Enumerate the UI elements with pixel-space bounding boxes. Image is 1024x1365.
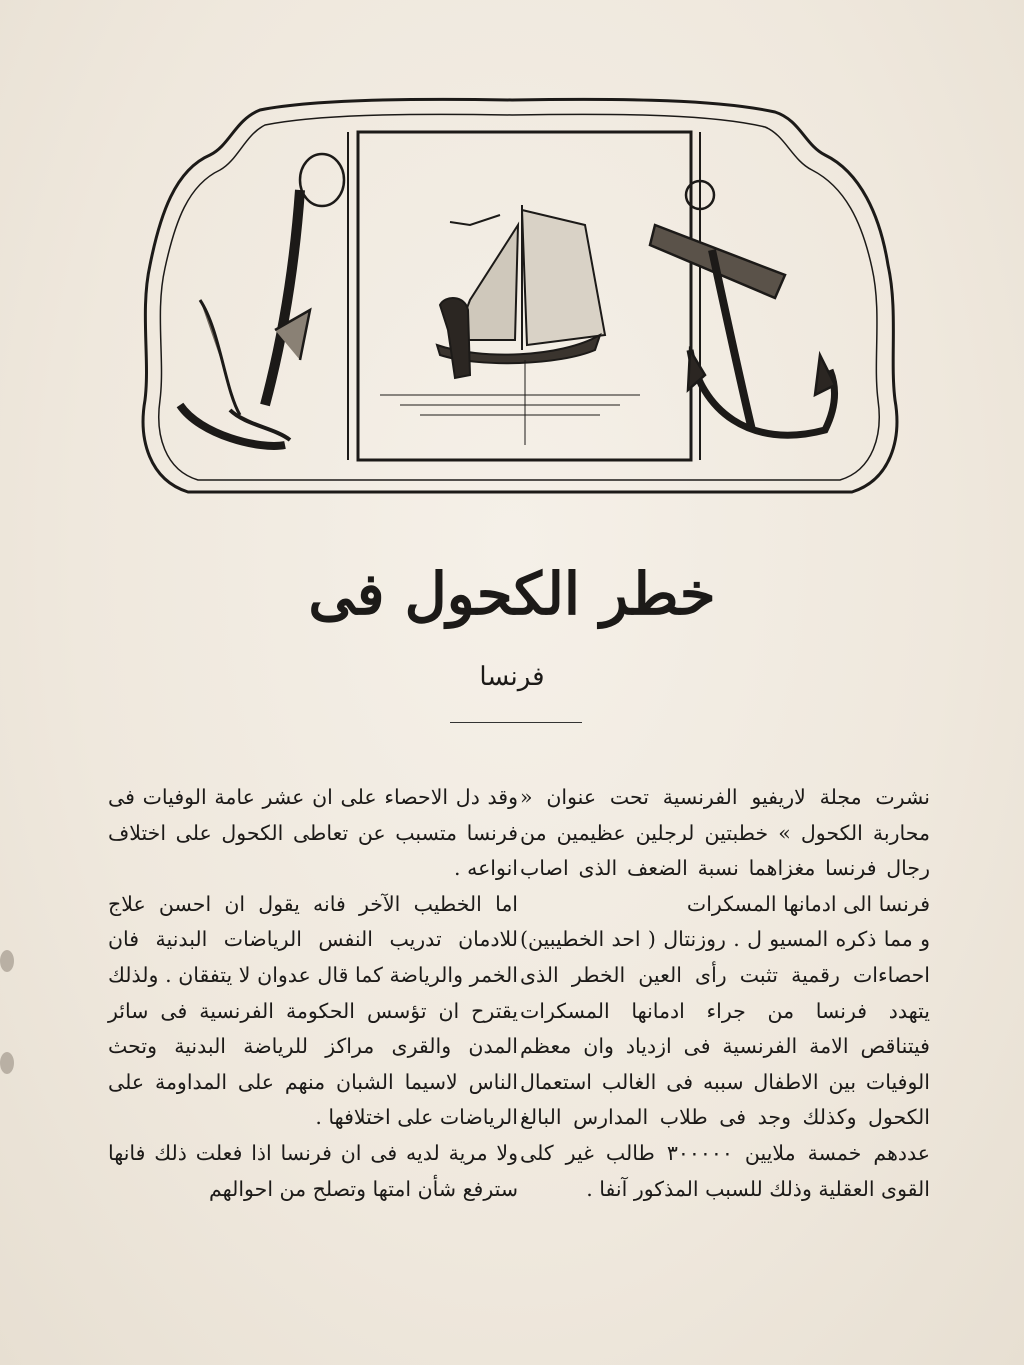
left-anchor-icon: [180, 154, 344, 446]
article-column-left: [108, 780, 518, 1207]
sailboat-illustration: [380, 205, 640, 445]
paragraph: و مما ذكره المسيو ل . روزنتال ( احد الخطيبين) احصاءات رقمية تثبت رأى العين الخطر الذى يتهدد فرنسا من جراء ادمانها المسكرات فيتناقص الامة الفرنسية فى ازدياد وان معظم الوفيات بين الاطفال سببه فى الغالب استعمال الكحول وكذلك وجد فى طلاب المدارس البالغ عددهم خمسة ملايين ٣٠٠٠٠٠ طالب غير كلى القوى العقلية وذلك للسبب المذكور آنفا .: [520, 927, 930, 1201]
article-title: خطر الكحول فى: [308, 560, 716, 628]
paragraph: نشرت مجلة لاريفيو الفرنسية تحت عنوان « محاربة الكحول » خطبتين لرجلين عظيمين من رجال فرنسا مغزاهما نسبة الضعف الذى اصاب فرنسا الى ادمانها المسكرات: [520, 785, 930, 916]
paragraph: اما الخطيب الآخر فانه يقول ان احسن علاج للادمان تدريب النفس الرياضات البدنية فان الخمر والرياضة كما قال عدوان لا يتفقان . ولذلك يقترح ان تؤسس الحكومة الفرنسية فى سائر المدن والقرى مراكز للرياضة البدنية وتحث الناس لاسيما الشبان منهم على المداومة على الرياضات على اختلافها .: [108, 891, 518, 1130]
header-ornament: [0, 0, 1024, 500]
binding-hole: [0, 1052, 14, 1074]
right-anchor-icon: [650, 181, 835, 435]
binding-hole: [0, 950, 14, 972]
article-column-right: [520, 780, 930, 1207]
title-divider: [450, 722, 582, 723]
paragraph: ولا مرية لديه فى ان فرنسا اذا فعلت ذلك فانها سترفع شأن امتها وتصلح من احوالهم: [108, 1140, 518, 1201]
paragraph: وقد دل الاحصاء على ان عشر عامة الوفيات فى فرنسا متسبب عن تعاطى الكحول على اختلاف انواعه .: [108, 785, 518, 881]
article-subtitle: فرنسا: [479, 662, 545, 692]
